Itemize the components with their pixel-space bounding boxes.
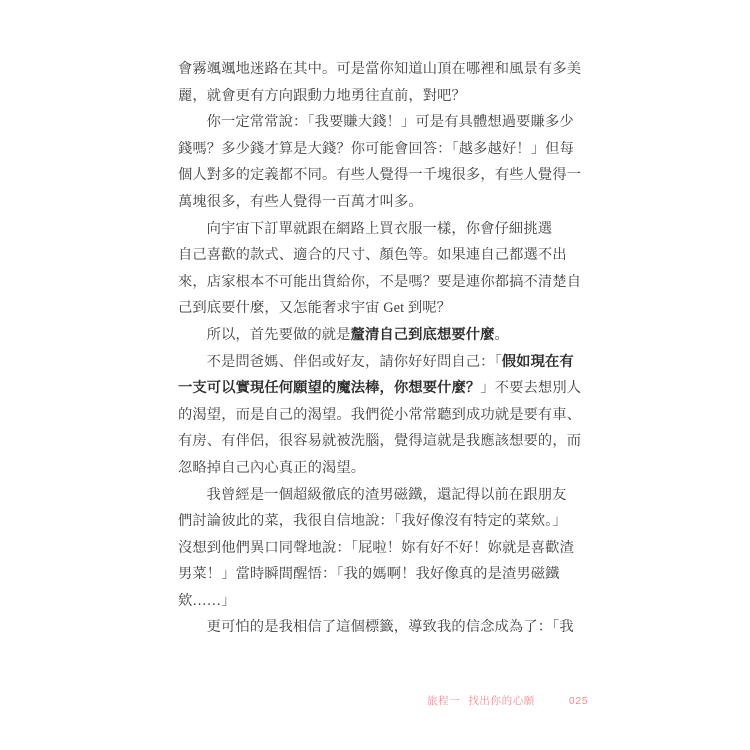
- footer-page-number: 025: [568, 695, 589, 707]
- body-text-segment: 萬塊很多，有些人覺得一百萬才叫多。: [178, 193, 423, 210]
- body-line: [178, 322, 588, 349]
- footer-section-title: 找出你的心願: [468, 695, 535, 707]
- footer-chapter-label: 旅程一: [427, 695, 461, 707]
- body-text-segment: 欸……」: [178, 592, 236, 609]
- body-line: [178, 242, 588, 269]
- body-line: [178, 295, 588, 322]
- body-line: [178, 428, 588, 455]
- body-text-segment: 男菜！」當時瞬間醒悟：「我的媽啊！我好像真的是渣男磁鐵: [178, 566, 560, 583]
- body-line: [178, 136, 588, 163]
- body-line: [178, 109, 588, 136]
- body-text-segment: 所以，首先要做的就是: [206, 326, 351, 343]
- body-line: [178, 455, 588, 482]
- body-text-segment: 向宇宙下訂單就跟在網路上買衣服一樣，你會仔細挑選: [206, 220, 553, 237]
- body-text-segment: 」不要去想別人: [480, 380, 582, 397]
- body-line: [178, 482, 588, 509]
- body-line: [178, 402, 588, 429]
- body-text-segment: 會霧颯颯地迷路在其中。可是當你知道山頂在哪裡和風景有多美: [178, 61, 582, 77]
- body-text-segment: 麗，就會更有方向跟動力地勇往直前，對吧？: [178, 87, 466, 104]
- page-footer: [427, 693, 588, 708]
- body-text-segment: 不是問爸媽、伴侶或好友，請你好好問自己：「: [206, 353, 502, 370]
- body-line: [178, 561, 588, 588]
- body-text-segment: 。: [494, 326, 509, 343]
- body-line: [178, 535, 588, 562]
- body-line: [178, 349, 588, 376]
- body-text-bold-segment: 釐清自己到底想要什麼: [350, 326, 495, 343]
- body-line: [178, 216, 588, 243]
- body-text-segment: 沒想到他們異口同聲地說：「屁啦！妳有好不好！妳就是喜歡渣: [178, 539, 574, 556]
- body-line: [178, 162, 588, 189]
- body-text-segment: 自己喜歡的款式、適合的尺寸、顏色等。如果連自己都選不出: [178, 247, 567, 264]
- body-line: [178, 614, 588, 641]
- body-line: [178, 508, 588, 535]
- body-line: [178, 56, 588, 83]
- body-text-segment: 個人對多的定義都不同。有些人覺得一千塊很多，有些人覺得一: [178, 167, 582, 184]
- body-line: [178, 375, 588, 402]
- body-text-segment: 的渴望，而是自己的渴望。我們從小常常聽到成功就是要有車、: [178, 406, 582, 423]
- body-text-bold-segment: 一支可以實現任何願望的魔法棒，你想要什麼？: [178, 380, 481, 397]
- body-line: [178, 189, 588, 216]
- body-text-segment: 我曾經是一個超級徹底的渣男磁鐵，還記得以前在跟朋友: [206, 486, 567, 503]
- body-text-segment: 你一定常常說：「我要賺大錢！」可是有具體想過要賺多少: [206, 114, 574, 131]
- body-line: [178, 588, 588, 615]
- body-line: [178, 83, 588, 110]
- body-text-segment: 忽略掉自己內心真正的渴望。: [178, 459, 366, 476]
- body-text-block: [178, 56, 588, 641]
- body-text-segment: 己到底要什麼，又怎能奢求宇宙 Get 到呢？: [178, 300, 452, 317]
- body-text-segment: 來，店家根本不可能出貨給你，不是嗎？要是連你都搞不清楚自: [178, 273, 582, 290]
- body-text-segment: 們討論彼此的菜，我很自信地說：「我好像沒有特定的菜欸。」: [178, 513, 567, 530]
- body-text-segment: 錢嗎？多少錢才算是大錢？你可能會回答：「越多越好！」但每: [178, 140, 574, 157]
- body-text-segment: 有房、有伴侶，很容易就被洗腦，覺得這就是我應該想要的，而: [178, 433, 582, 450]
- body-text-segment: 更可怕的是我相信了這個標籤，導致我的信念成為了：「我: [206, 619, 574, 636]
- body-text-bold-segment: 假如現在有: [501, 353, 574, 370]
- body-line: [178, 269, 588, 296]
